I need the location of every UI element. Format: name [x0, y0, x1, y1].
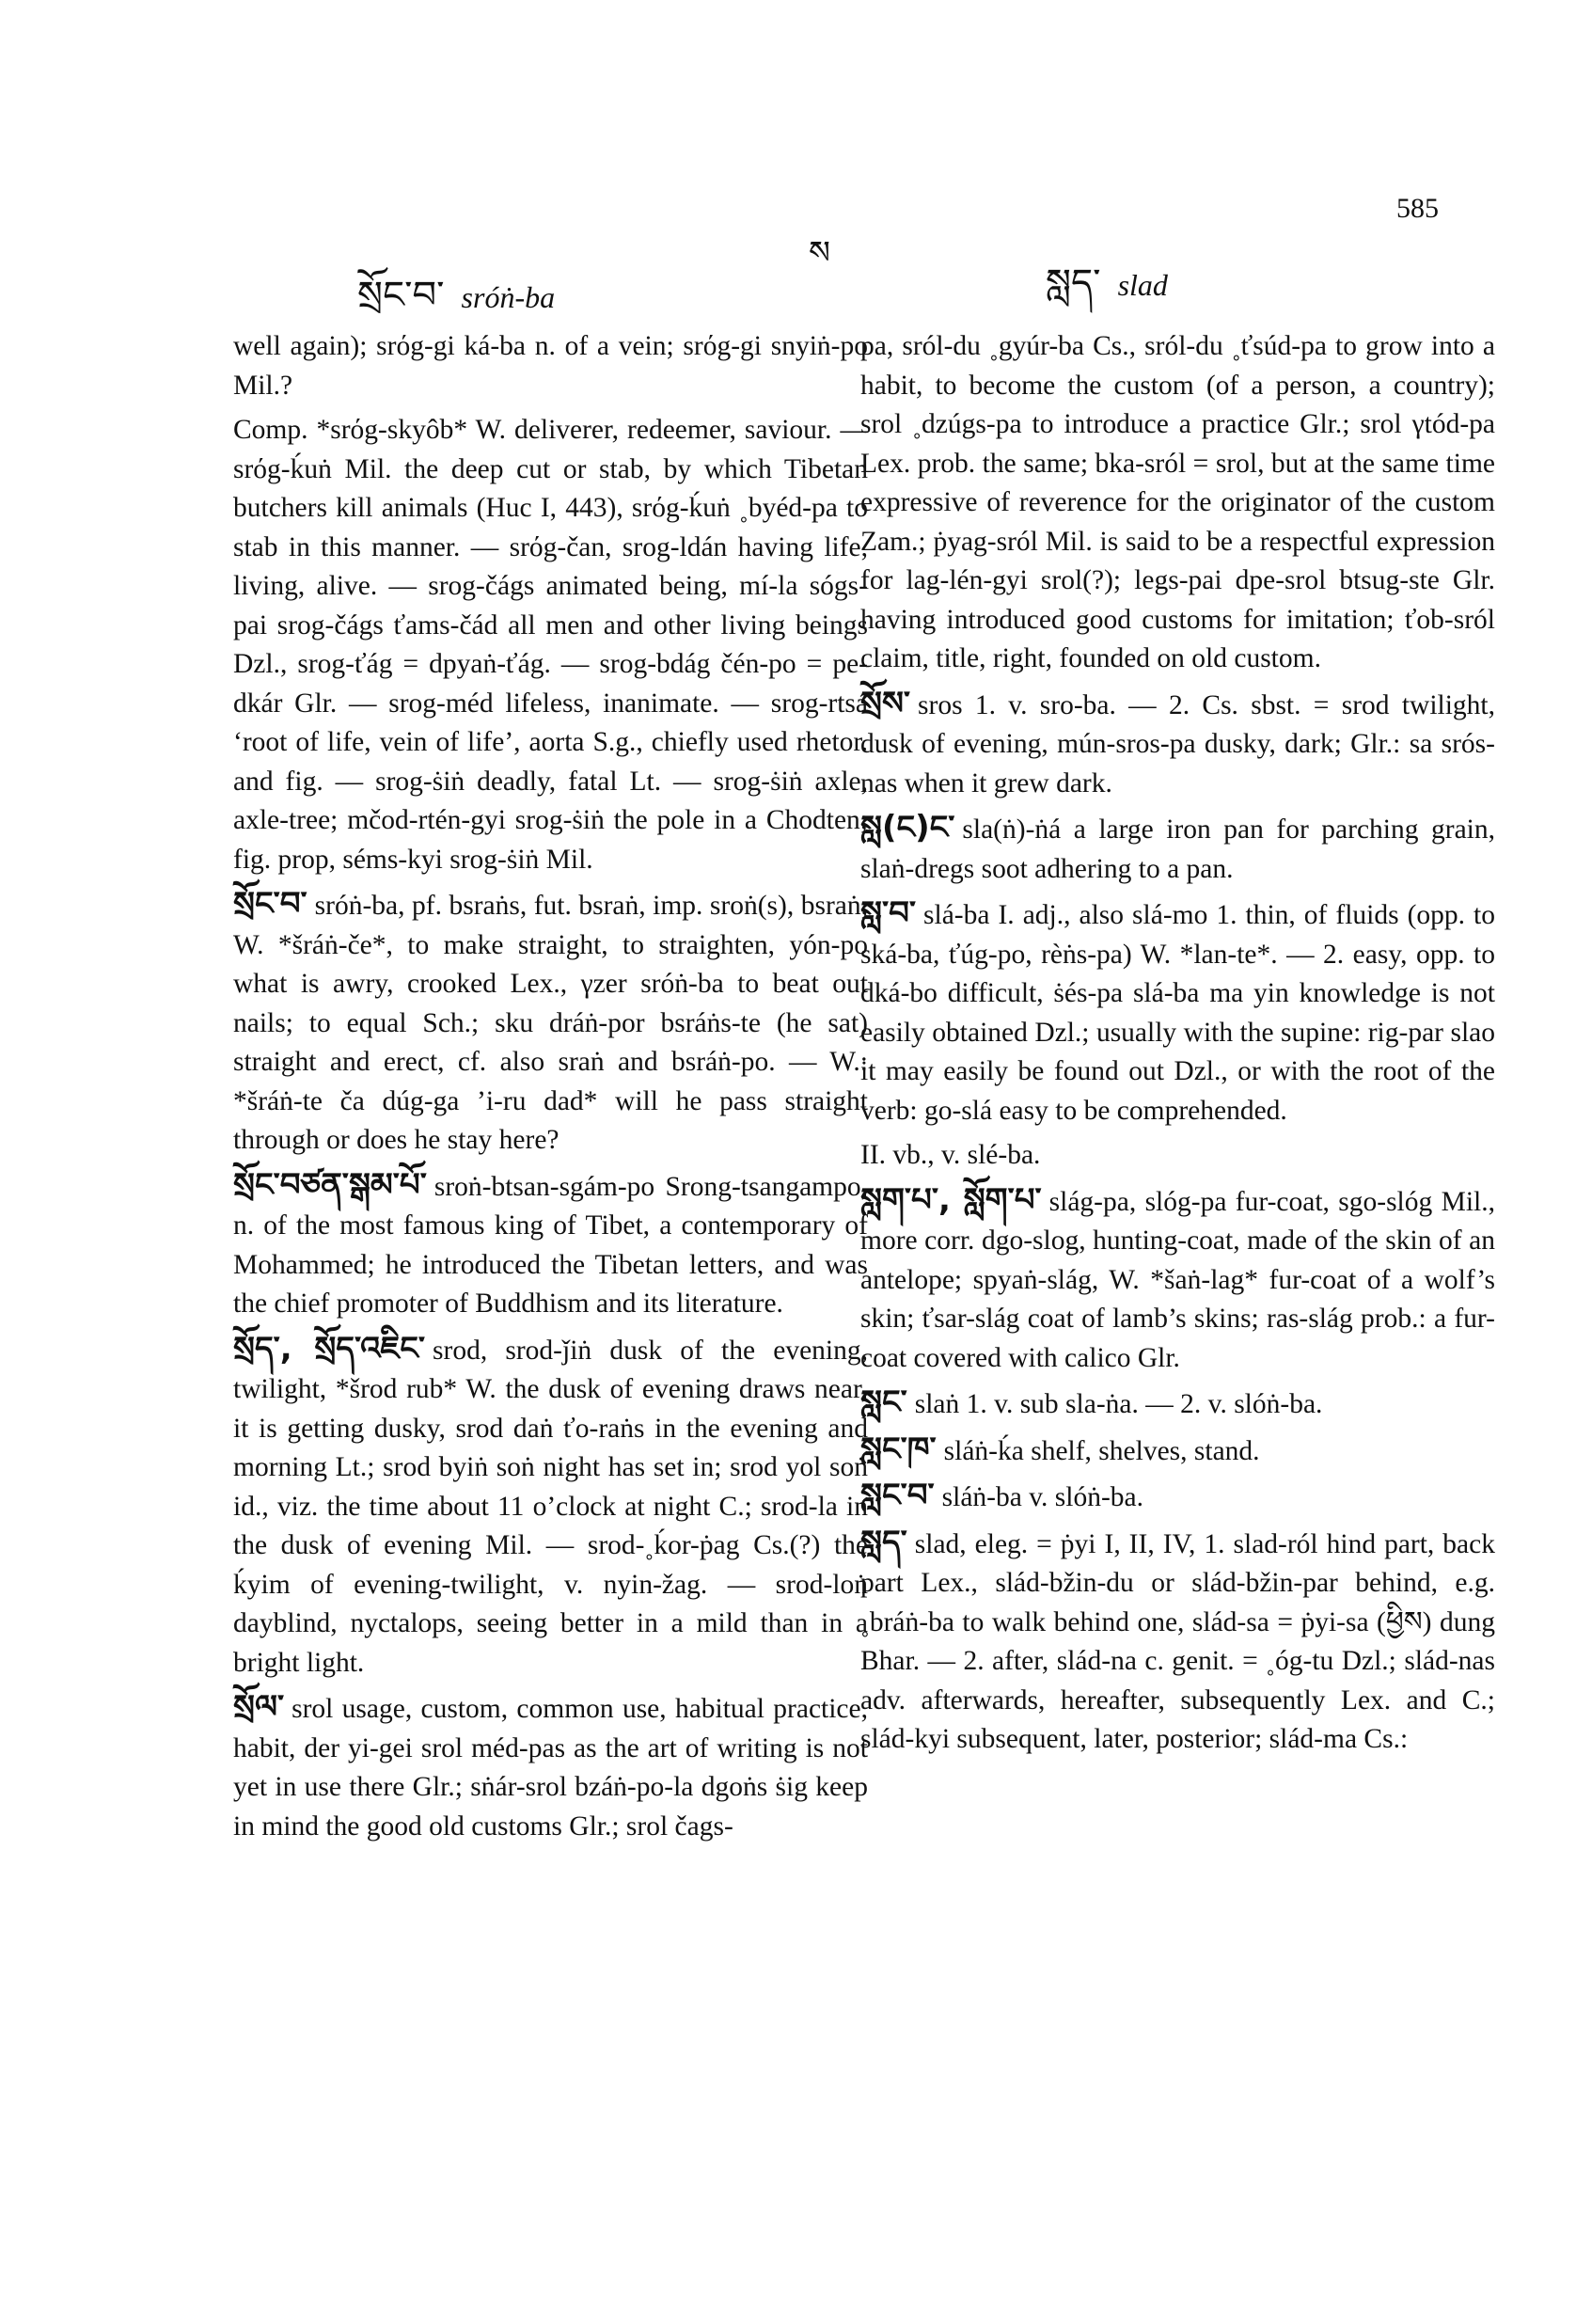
entry-text: sros 1. v. sro-ba. — 2. Cs. sbst. = srod twilight, dusk of evening, mún-sros-pa dusky, dark; Glr.: sa srós-nas when it grew dark. [860, 689, 1495, 798]
dictionary-entry [233, 885, 868, 1161]
entry-text: sroṅ-btsan-sgám-po Srong-tsangampo, n. of the most famous king of Tibet, a contemporary of Mohammed; he introduced the Tibetan letters, and was the chief promoter of Buddhism and its literature. [233, 1171, 868, 1319]
left-column [233, 327, 868, 1852]
entry-headword-tibetan: སླ་བ་ [860, 894, 917, 932]
right-column [860, 327, 1495, 1765]
entry-text: well again); srόg-gi ká-ba n. of a vein; srόg-gi snyiṅ-po Mil.? [233, 331, 868, 401]
entry-text: sláṅ-ba v. slóṅ-ba. [941, 1482, 1144, 1512]
entry-text: II. vb., v. slé-ba. [860, 1140, 1041, 1170]
dictionary-entry [233, 1330, 868, 1684]
entry-text: sróṅ-ba, pf. bsraṅs, fut. bsraṅ, imp. sroṅ(s), bsraṅ, W. *šráṅ-če*, to make straight, to straighten, yón-po what is awry, crooked Lex., γzer sróṅ-ba to beat out nails; to equal Sch.; sku dráṅ-por bsráṅs-te (he sat) straight and erect, cf. also sraṅ and bsráṅ-po. — W.: *šráṅ-te ča dúg-ga ’i-ru dad* will he pass straight through or does he stay here? [233, 891, 868, 1155]
center-letter: ས [809, 236, 830, 271]
entry-text: sla(ṅ)-ṅá a large iron pan for parching grain, slaṅ-dregs soot adhering to a pan. [860, 814, 1495, 884]
entry-text: sláṅ-ḱa shelf, shelves, stand. [943, 1435, 1260, 1466]
entry-text: slág-pa, slóg-pa fur-coat, sgo-slóg Mil., more corr. dgo-slog, hunting-coat, made of the skin of an antelope; spyaṅ-slág, W. *šaṅ-lag* fur-coat of a wolf’s skin; ťsar-slág coat of lamb’s skins; ras-slág prob.: a fur-coat covered with calico Glr. [860, 1186, 1495, 1373]
entry-headword-tibetan: སླང་ [860, 1383, 907, 1421]
right-headword-tibetan: སླད་ [1046, 261, 1101, 305]
entry-headword-tibetan: སྲོང་བ་ [233, 885, 307, 923]
entry-headword-tibetan: སྲོད་, སྲོད་འཇིང་ [233, 1329, 426, 1368]
dictionary-entry [860, 809, 1495, 889]
dictionary-entry [860, 1181, 1495, 1379]
dictionary-entry [233, 1166, 868, 1324]
right-headword-translit: slad [1117, 268, 1168, 302]
entry-text: slaṅ 1. v. sub sla-ṅa. — 2. v. slóṅ-ba. [914, 1389, 1323, 1419]
entry-headword-tibetan: སླ(ང)ང་ [860, 809, 955, 846]
dictionary-entry [860, 1136, 1495, 1176]
entry-text: slá-ba I. adj., also slá-mo 1. thin, of fluids (opp. to ská-ba, ťúg-po, rèṅs-pa) W. *lan-te*. — 2. easy, opp. to dká-bo difficult, ṡés-pa slá-ba ma yin knowledge is not easily obtained Dzl.; usually with the supine: rig-par slao it may easily be found out Dzl., or with the root of the verb: go-slá easy to be comprehended. [860, 900, 1495, 1126]
entry-text: Comp. *srόg-skyôb* W. deliverer, redeemer, saviour. — srόg-ḱuṅ Mil. the deep cut or stab, by which Tibetan butchers kill animals (Huc I, 443), srόg-ḱuṅ ˳byéd-pa to stab in this manner. — srόg-čan, srog-ldán having life, living, alive. — srog-čágs animated being, mí-la sógs-pai srog-čágs ťams-čád all men and other living beings Dzl., srog-ťág = dpyaṅ-ťág. — srog-bdág čén-po = pe-dkár Glr. — srog-méd lifeless, inanimate. — srog-rtsá ‘root of life, vein of life’, aorta S.g., chiefly used rhetor. and fig. — srog-ṡiṅ deadly, fatal Lt. — srog-ṡiṅ axle, axle-tree; mčod-rtén-gyi srog-ṡiṅ the pole in a Chodten; fig. prop, séms-kyi srog-ṡiṅ Mil. [233, 415, 868, 875]
page-number: 585 [1396, 193, 1439, 224]
entry-headword-tibetan: སྲོང་བཙན་སྒམ་པོ་ [233, 1165, 427, 1204]
entry-text: pa, sról-du ˳gyúr-ba Cs., sról-du ˳ťsúd-pa to grow into a habit, to become the custom (of a person, a country); srol ˳dzúgs-pa to introduce a practice Glr.; srol γtód-pa Lex. prob. the same; bka-sról = srol, but at the same time expressive of reverence for the originator of the custom Zam.; ṗyag-sról Mil. is said to be a respectful expression for lag-lén-gyi srol(?); legs-pai dpe-srol btsug-ste Glr. having introduced good customs for imitation; ťob-sról claim, title, right, founded on old custom. [860, 331, 1495, 673]
entry-text: srod, srod-ǰiṅ dusk of the evening, twilight, *šrod rub* W. the dusk of evening draws near, it is getting dusky, srod daṅ ťo-raṅs in the evening and morning Lt.; srod byiṅ soṅ night has set in; srod yol soṅ id., viz. the time about 11 o’clock at night C.; srod-la in the dusk of evening Mil. — srod-˳ḱor-ṗag Cs.(?) the ḱyim of evening-twilight, v. nyin-žag. — srod-loṅ dayblind, nyctalops, seeing better in a mild than in a bright light. [233, 1335, 868, 1678]
dictionary-entry [860, 894, 1495, 1130]
entry-headword-tibetan: སླད་ [860, 1523, 907, 1561]
entry-headword-tibetan: སླང་བ་ [860, 1477, 935, 1514]
dictionary-entry [860, 1431, 1495, 1472]
dictionary-entry [860, 1477, 1495, 1518]
dictionary-entry [233, 1688, 868, 1846]
entry-headword-tibetan: སྲོལ་ [233, 1688, 285, 1726]
entry-headword-tibetan: སླང་ཁ་ [860, 1430, 937, 1468]
dictionary-entry [233, 327, 868, 405]
entry-headword-tibetan: སྲོས་ [860, 684, 911, 722]
entry-headword-tibetan: སླག་པ་, སློག་པ་ [860, 1180, 1042, 1219]
entry-text: slad, eleg. = ṗyi I, II, IV, 1. slad-ról hind part, back part Lex., slád-bžin-du or slád-bžin-par behind, e.g. ˳bráṅ-ba to walk behind one, slád-sa = ṗyi-sa (ཕྱིས) dung Bhar. — 2. after, slád-na c. genit. = ˳óg-tu Dzl.; slád-nas adv. afterwards, hereafter, subsequently Lex. and C.; slád-kyi subsequent, later, posterior; slád-ma Cs.: [860, 1528, 1495, 1754]
left-headword-tibetan: སྲོང་བ་ [357, 274, 445, 317]
dictionary-entry [860, 1524, 1495, 1760]
dictionary-entry [860, 1383, 1495, 1425]
dictionary-entry [860, 327, 1495, 679]
dictionary-entry [860, 685, 1495, 804]
left-headword-translit: sróṅ-ba [461, 280, 556, 314]
entry-text: srol usage, custom, common use, habitual practice, habit, der yi-gei srol méd-pas as the art of writing is not yet in use there Glr.; sṅár-srol bzáṅ-po-la dgoṅs ṡig keep in mind the good old customs Glr.; srol čags- [233, 1694, 868, 1842]
dictionary-entry [233, 411, 868, 879]
